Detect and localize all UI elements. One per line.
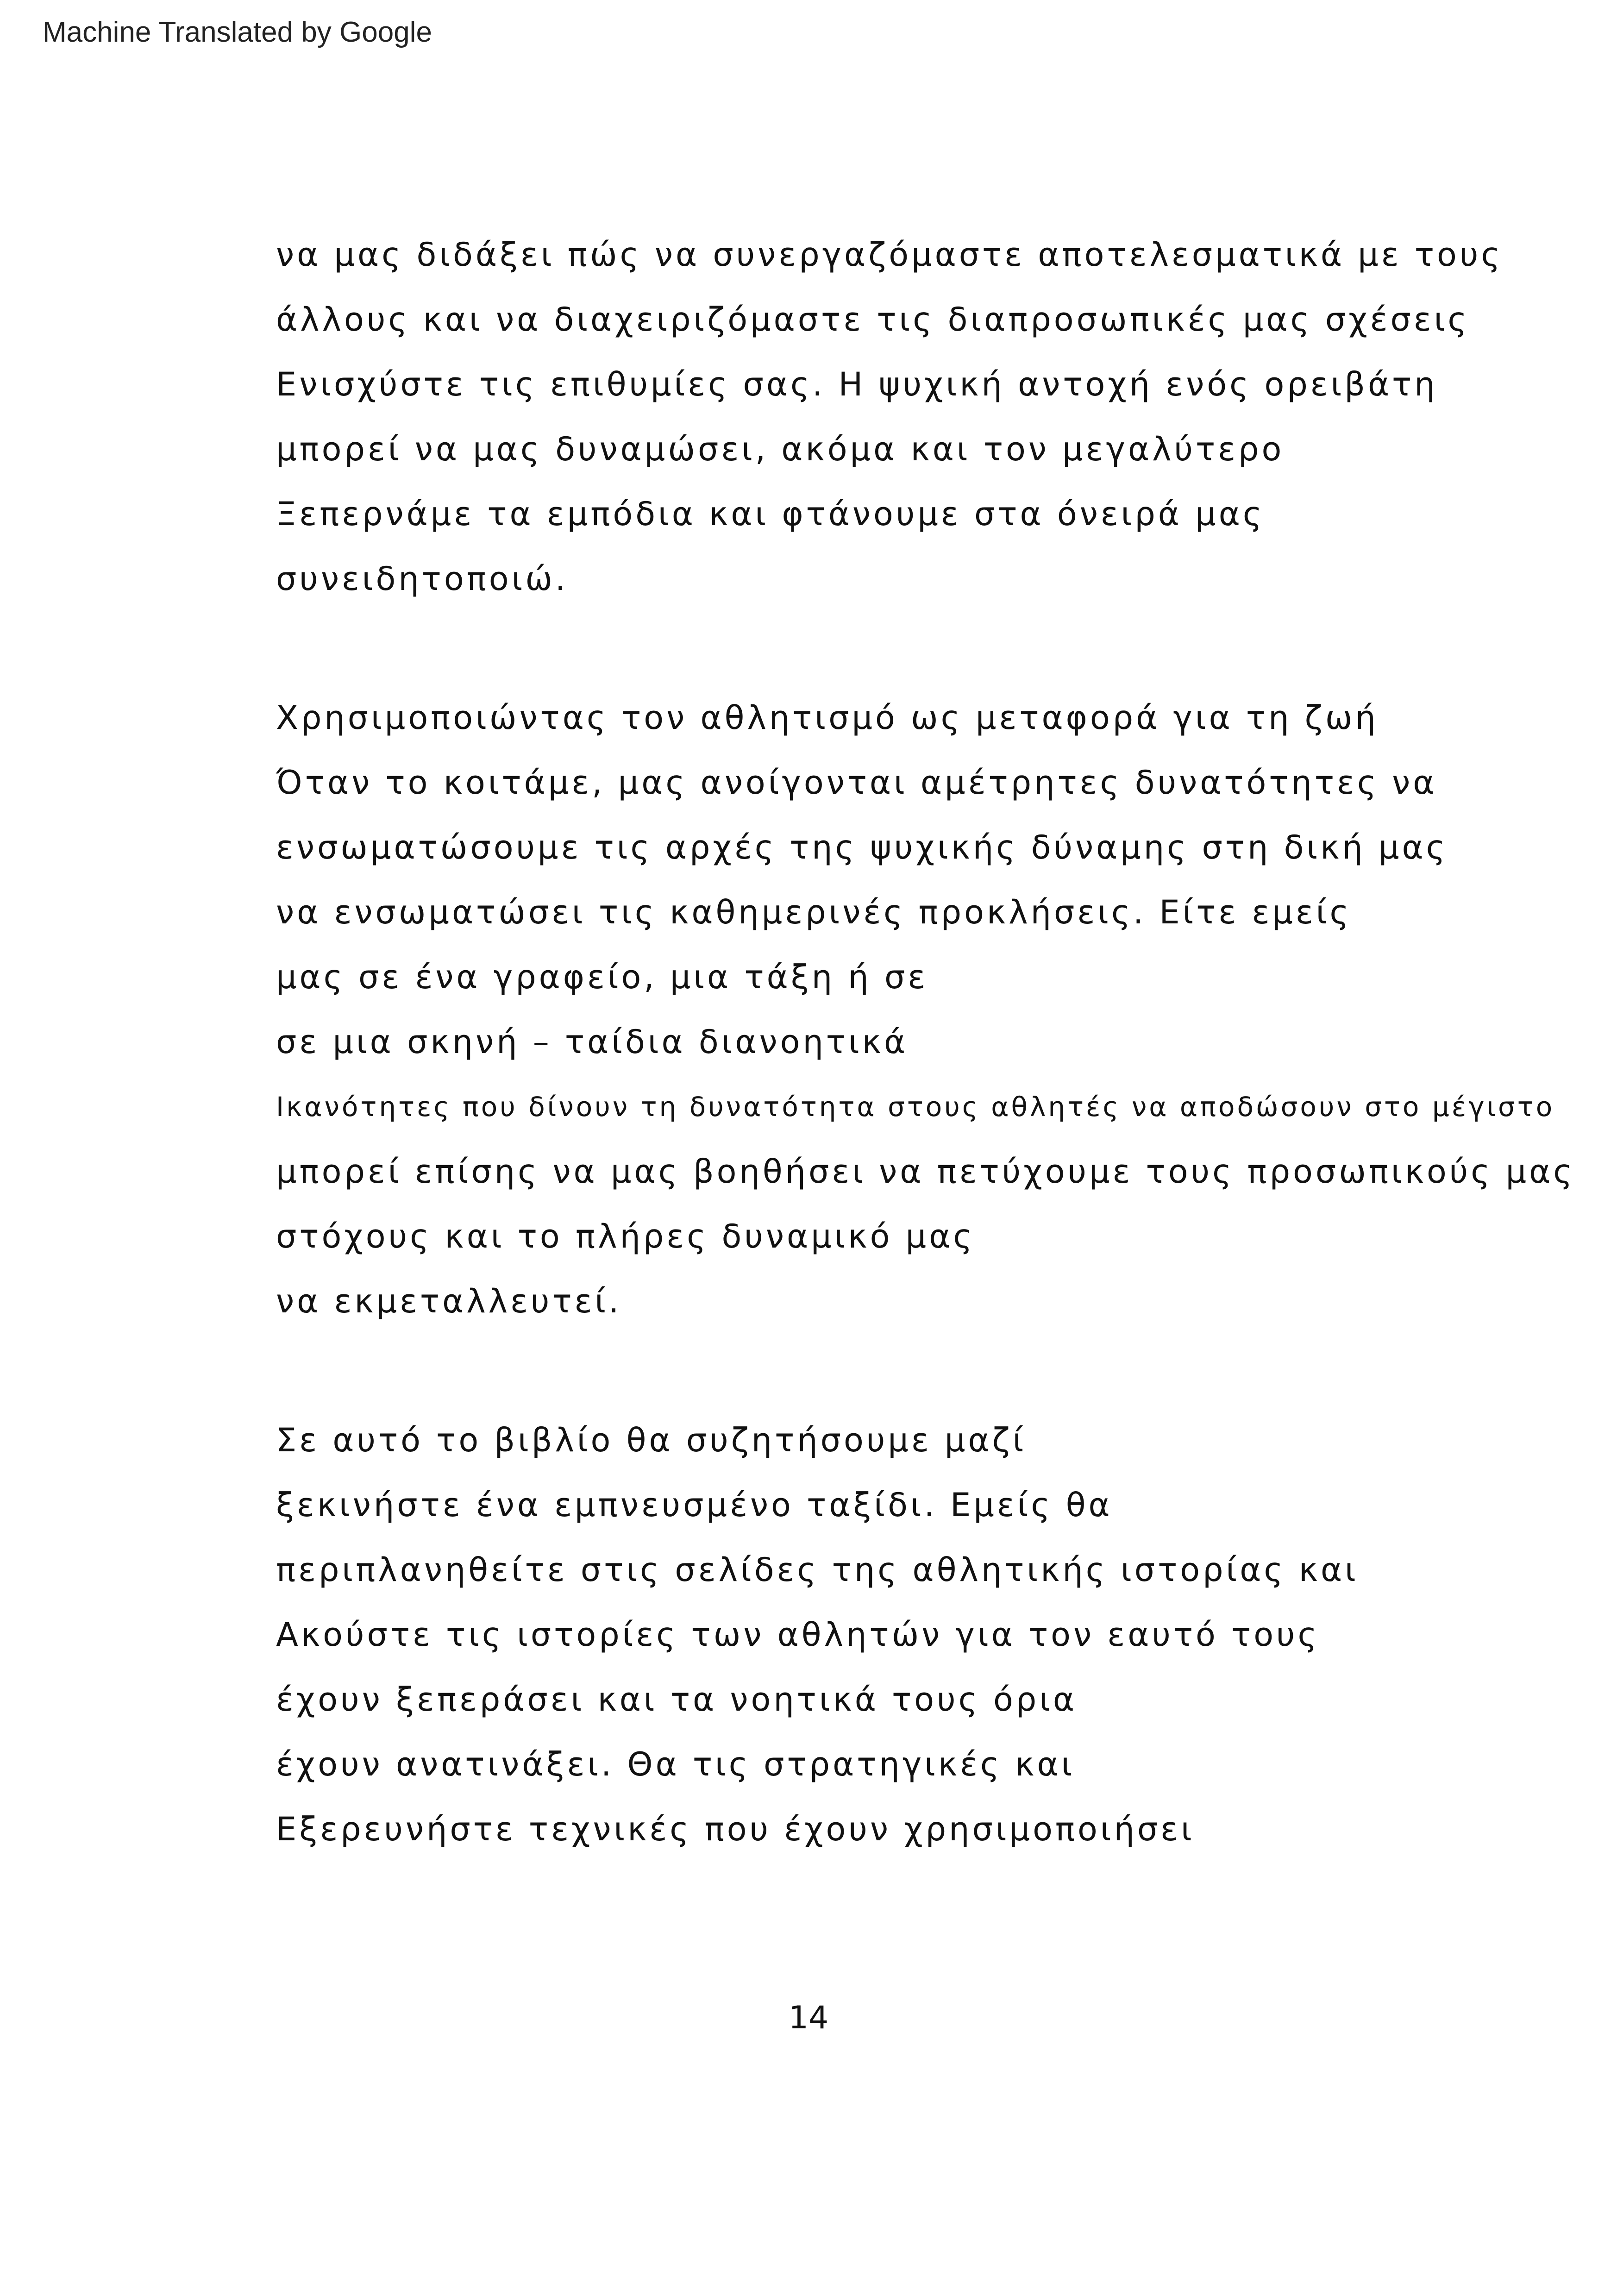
text-line: να εκμεταλλευτεί. [276, 1282, 622, 1320]
page-number: 14 [788, 2000, 829, 2036]
machine-translation-banner: Machine Translated by Google [43, 16, 432, 48]
text-line: άλλους και να διαχειριζόμαστε τις διαπροσωπικές μας σχέσεις [276, 301, 1470, 339]
text-line: Ακούστε τις ιστορίες των αθλητών για τον εαυτό τους [276, 1616, 1320, 1654]
paragraph-gap [276, 611, 1387, 685]
text-line: Χρησιμοποιώντας τον αθλητισμό ως μεταφορά για τη ζωή [276, 699, 1379, 737]
text-line: να μας διδάξει πώς να συνεργαζόμαστε αποτελεσματικά με τους [276, 236, 1503, 274]
text-line: ενσωματώσουμε τις αρχές της ψυχικής δύναμης στη δική μας [276, 828, 1448, 866]
page-body [276, 222, 1575, 1862]
text-line: Εξερευνήστε τεχνικές που έχουν χρησιμοποιήσει [276, 1810, 1195, 1848]
text-line: στόχους και το πλήρες δυναμικό μας [276, 1217, 975, 1255]
text-line: να ενσωματώσει τις καθημερινές προκλήσεις. Είτε εμείς [276, 893, 1352, 931]
text-line: Όταν το κοιτάμε, μας ανοίγονται αμέτρητες δυνατότητες να [276, 764, 1437, 802]
text-line: μπορεί να μας δυναμώσει, ακόμα και τον μεγαλύτερο [276, 430, 1285, 468]
paragraph-gap [276, 1334, 1387, 1408]
text-line: σε μια σκηνή – ταίδια διανοητικά [276, 1023, 909, 1061]
text-line: έχουν ξεπεράσει και τα νοητικά τους όρια [276, 1681, 1078, 1719]
text-line: μας σε ένα γραφείο, μια τάξη ή σε [276, 958, 928, 996]
text-line: ξεκινήστε ένα εμπνευσμένο ταξίδι. Εμείς θα [276, 1486, 1113, 1524]
text-line: Ικανότητες που δίνουν τη δυνατότητα στους αθλητές να αποδώσουν στο μέγιστο [276, 1091, 1555, 1123]
text-line: έχουν ανατινάξει. Θα τις στρατηγικές και [276, 1745, 1075, 1783]
text-line: Σε αυτό το βιβλίο θα συζητήσουμε μαζί [276, 1421, 1027, 1459]
text-line: περιπλανηθείτε στις σελίδες της αθλητικής ιστορίας και [276, 1551, 1359, 1589]
text-line: μπορεί επίσης να μας βοηθήσει να πετύχουμε τους προσωπικούς μας [276, 1153, 1575, 1191]
text-line: συνειδητοποιώ. [276, 560, 569, 598]
text-line: Ξεπερνάμε τα εμπόδια και φτάνουμε στα όνειρά μας [276, 495, 1265, 533]
text-line: Ενισχύστε τις επιθυμίες σας. Η ψυχική αντοχή ενός ορειβάτη [276, 365, 1438, 403]
